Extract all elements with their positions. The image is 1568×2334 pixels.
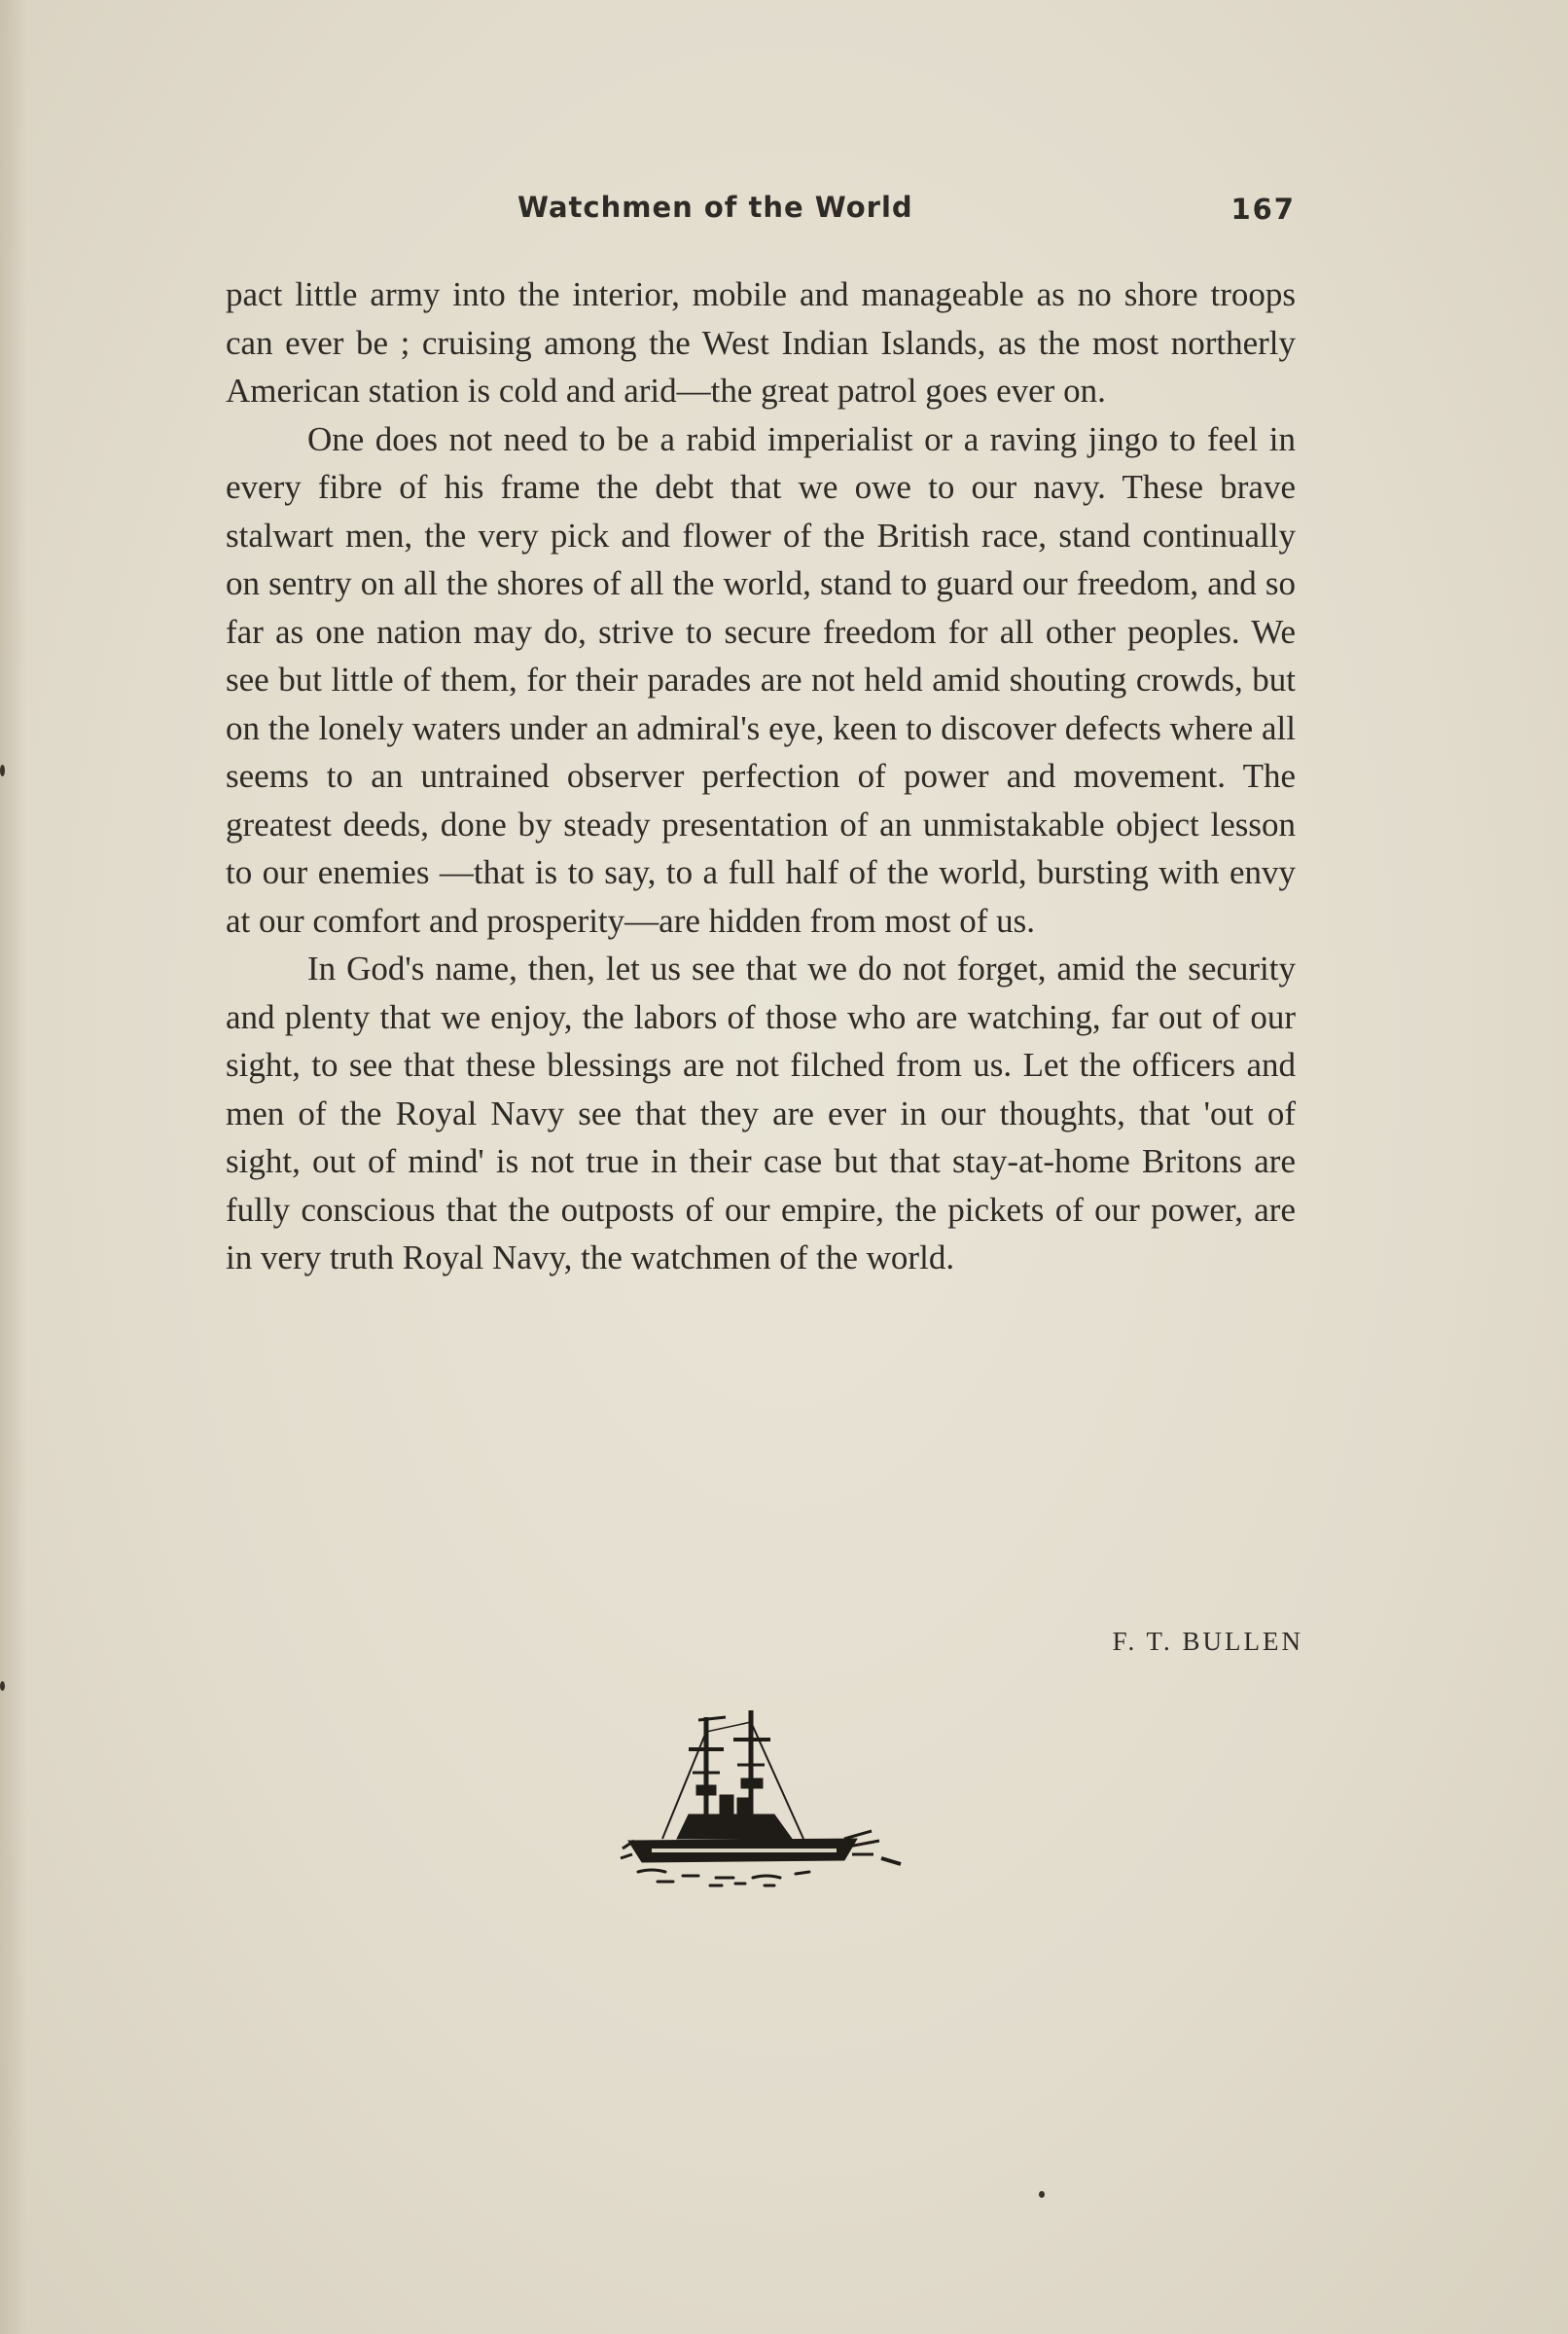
paragraph-2: One does not need to be a rabid imperialist or a raving jingo to feel in every fibre of his frame the debt that we owe to our navy. These brave stalwart men, the very pick and flower of the British race, stand continually on sentry on all the shores of all the world, stand to guard our freedom, and so far as one nation may do, strive to secure freedom for all other peoples. We see but little of them, for their parades are not held amid shouting crowds, but on the lonely waters under an admiral's eye, keen to discover defects where all seems to an untrained observer perfection of power and movement. The greatest deeds, done by steady presentation of an unmistakable object lesson to our enemies —that is to say, to a full half of the world, bursting with envy at our comfort and prosperity—are hidden from most of us.	[226, 419, 1296, 940]
ink-speck	[0, 765, 5, 776]
body-text	[226, 270, 1296, 1282]
battleship-vignette-icon	[619, 1693, 910, 1897]
paragraph-1: pact little army into the interior, mobile and manageable as no shore troops can ever be ; cruising among the West Indian Islands, as the most northerly American station is cold and arid—the great patrol goes ever on.	[226, 275, 1296, 410]
ink-speck	[1039, 2191, 1045, 2198]
paragraph-3: In God's name, then, let us see that we do not forget, amid the security and plenty that we enjoy, the labors of those who are watching, far out of our sight, to see that these blessings are not filched from us. Let the officers and men of the Royal Navy see that they are ever in our thoughts, that 'out of sight, out of mind' is not true in their case but that stay-at-home Britons are fully conscious that the outposts of our empire, the pickets of our power, are in very truth Royal Navy, the watchmen of the world.	[226, 950, 1296, 1276]
running-head-title: Watchmen of the World	[517, 191, 913, 224]
page-header	[226, 191, 1296, 233]
page-gutter-shadow	[0, 0, 27, 2334]
author-signature: F. T. BULLEN	[1112, 1627, 1303, 1656]
ink-speck	[0, 1681, 5, 1691]
page-number: 167	[1230, 193, 1296, 226]
